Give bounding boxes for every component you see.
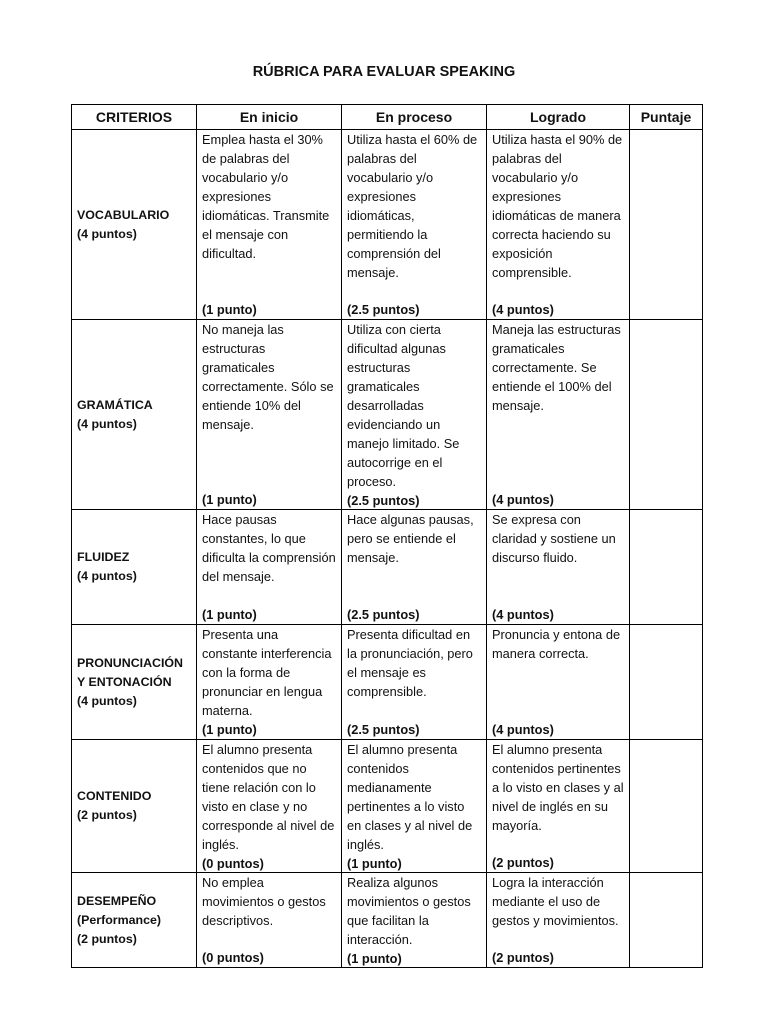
criterion-name: CONTENIDO bbox=[77, 789, 152, 803]
table-row-contenido bbox=[72, 740, 703, 873]
level-description: No maneja las estructuras gramaticales correctamente. Sólo se entiende 10% del mensaje. bbox=[202, 322, 334, 432]
document-title: RÚBRICA PARA EVALUAR SPEAKING bbox=[252, 64, 516, 80]
level-cell-logrado bbox=[487, 625, 630, 740]
puntaje-cell[interactable] bbox=[630, 873, 703, 968]
criterion-points: (4 puntos) bbox=[77, 693, 137, 708]
criterion-points: (4 puntos) bbox=[77, 226, 137, 241]
level-score: (4 puntos) bbox=[492, 722, 554, 737]
level-description: No emplea movimientos o gestos descriptivos. bbox=[202, 875, 326, 928]
criterion-name: FLUIDEZ bbox=[77, 550, 130, 564]
level-cell-logrado bbox=[487, 130, 630, 320]
table-row-vocabulario bbox=[72, 130, 703, 320]
level-score: (2 puntos) bbox=[492, 950, 554, 965]
criterion-cell bbox=[72, 320, 197, 510]
header-en-inicio: En inicio bbox=[197, 105, 342, 130]
level-cell-logrado bbox=[487, 320, 630, 510]
criterion-cell bbox=[72, 130, 197, 320]
criterion-name: VOCABULARIO bbox=[77, 207, 170, 222]
header-puntaje: Puntaje bbox=[630, 105, 703, 130]
criterion-points: (4 puntos) bbox=[77, 416, 137, 431]
level-score: (1 punto) bbox=[202, 492, 257, 507]
criterion-name: DESEMPEÑO (Performance) bbox=[77, 893, 162, 927]
level-description: Emplea hasta el 30% de palabras del vocabulario y/o expresiones idiomáticas. Transmite el mensaje con dificultad. bbox=[202, 132, 330, 261]
level-description: El alumno presenta contenidos pertinentes a lo visto en clases y al nivel de inglés en su mayoría. bbox=[492, 742, 624, 833]
level-description: Logra la interacción mediante el uso de gestos y movimientos. bbox=[492, 875, 619, 928]
puntaje-cell[interactable] bbox=[630, 130, 703, 320]
criterion-points: (4 puntos) bbox=[77, 569, 137, 583]
level-score: (0 puntos) bbox=[202, 950, 264, 965]
table-row-gramatica bbox=[72, 320, 703, 510]
level-score: (1 punto) bbox=[202, 722, 257, 737]
puntaje-cell[interactable] bbox=[630, 510, 703, 625]
level-score: (1 punto) bbox=[347, 951, 402, 966]
level-cell-proceso bbox=[342, 320, 487, 510]
table-row-pronunciacion bbox=[72, 625, 703, 740]
level-score: (4 puntos) bbox=[492, 492, 554, 507]
header-logrado: Logrado bbox=[487, 105, 630, 130]
level-cell-inicio bbox=[197, 740, 342, 873]
level-cell-proceso bbox=[342, 130, 487, 320]
level-description: El alumno presenta contenidos que no tiene relación con lo visto en clase y no corresponde al nivel de inglés. bbox=[202, 742, 335, 852]
table-row-desempeno bbox=[72, 873, 703, 968]
level-cell-proceso bbox=[342, 510, 487, 625]
puntaje-cell[interactable] bbox=[630, 320, 703, 510]
level-description: Utiliza hasta el 60% de palabras del vocabulario y/o expresiones idiomáticas, permitiendo la comprensión del mensaje. bbox=[347, 132, 478, 280]
level-cell-inicio bbox=[197, 625, 342, 740]
level-cell-inicio bbox=[197, 510, 342, 625]
level-cell-inicio bbox=[197, 873, 342, 968]
criterion-cell bbox=[72, 873, 197, 968]
level-cell-logrado bbox=[487, 873, 630, 968]
criterion-points: (2 puntos) bbox=[77, 808, 137, 822]
level-score: (2.5 puntos) bbox=[347, 607, 420, 622]
level-cell-logrado bbox=[487, 510, 630, 625]
criterion-cell bbox=[72, 625, 197, 740]
rubric-table bbox=[71, 104, 703, 968]
criterion-points: (2 puntos) bbox=[77, 931, 137, 946]
level-cell-inicio bbox=[197, 320, 342, 510]
puntaje-cell[interactable] bbox=[630, 740, 703, 873]
level-score: (2.5 puntos) bbox=[347, 493, 420, 508]
level-cell-inicio bbox=[197, 130, 342, 320]
level-description: Se expresa con claridad y sostiene un discurso fluido. bbox=[492, 512, 616, 565]
level-cell-proceso bbox=[342, 625, 487, 740]
level-description: Hace algunas pausas, pero se entiende el mensaje. bbox=[347, 512, 474, 565]
level-description: Pronuncia y entona de manera correcta. bbox=[492, 627, 621, 661]
level-description: Utiliza hasta el 90% de palabras del vocabulario y/o expresiones idiomáticas de manera correcta haciendo su exposición comprensible. bbox=[492, 132, 623, 280]
level-description: El alumno presenta contenidos medianamente pertinentes a lo visto en clases y al nivel de inglés. bbox=[347, 742, 473, 852]
level-score: (1 punto) bbox=[202, 302, 257, 317]
header-row bbox=[72, 105, 703, 130]
level-score: (4 puntos) bbox=[492, 607, 554, 622]
table-row-fluidez bbox=[72, 510, 703, 625]
level-description: Presenta una constante interferencia con la forma de pronunciar en lengua materna. bbox=[202, 627, 332, 718]
criterion-cell bbox=[72, 740, 197, 873]
level-score: (2.5 puntos) bbox=[347, 722, 420, 737]
criterion-name: GRAMÁTICA bbox=[77, 397, 153, 412]
level-cell-proceso bbox=[342, 873, 487, 968]
level-cell-proceso bbox=[342, 740, 487, 873]
level-score: (2.5 puntos) bbox=[347, 302, 420, 317]
puntaje-cell[interactable] bbox=[630, 625, 703, 740]
header-en-proceso: En proceso bbox=[342, 105, 487, 130]
level-score: (4 puntos) bbox=[492, 302, 554, 317]
level-description: Presenta dificultad en la pronunciación, pero el mensaje es comprensible. bbox=[347, 627, 473, 699]
level-description: Utiliza con cierta dificultad algunas estructuras gramaticales desarrolladas evidenciando un manejo limitado. Se autocorrige en el proceso. bbox=[347, 322, 460, 489]
criterion-cell bbox=[72, 510, 197, 625]
level-score: (2 puntos) bbox=[492, 855, 554, 870]
level-description: Maneja las estructuras gramaticales correctamente. Se entiende el 100% del mensaje. bbox=[492, 322, 621, 413]
level-score: (0 puntos) bbox=[202, 856, 264, 871]
level-score: (1 punto) bbox=[202, 607, 257, 622]
level-score: (1 punto) bbox=[347, 856, 402, 871]
level-description: Hace pausas constantes, lo que dificulta la comprensión del mensaje. bbox=[202, 512, 336, 584]
level-cell-logrado bbox=[487, 740, 630, 873]
criterion-name: PRONUNCIACIÓN Y ENTONACIÓN bbox=[77, 655, 184, 689]
header-criterios: CRITERIOS bbox=[72, 105, 197, 130]
level-description: Realiza algunos movimientos o gestos que facilitan la interacción. bbox=[347, 875, 471, 947]
